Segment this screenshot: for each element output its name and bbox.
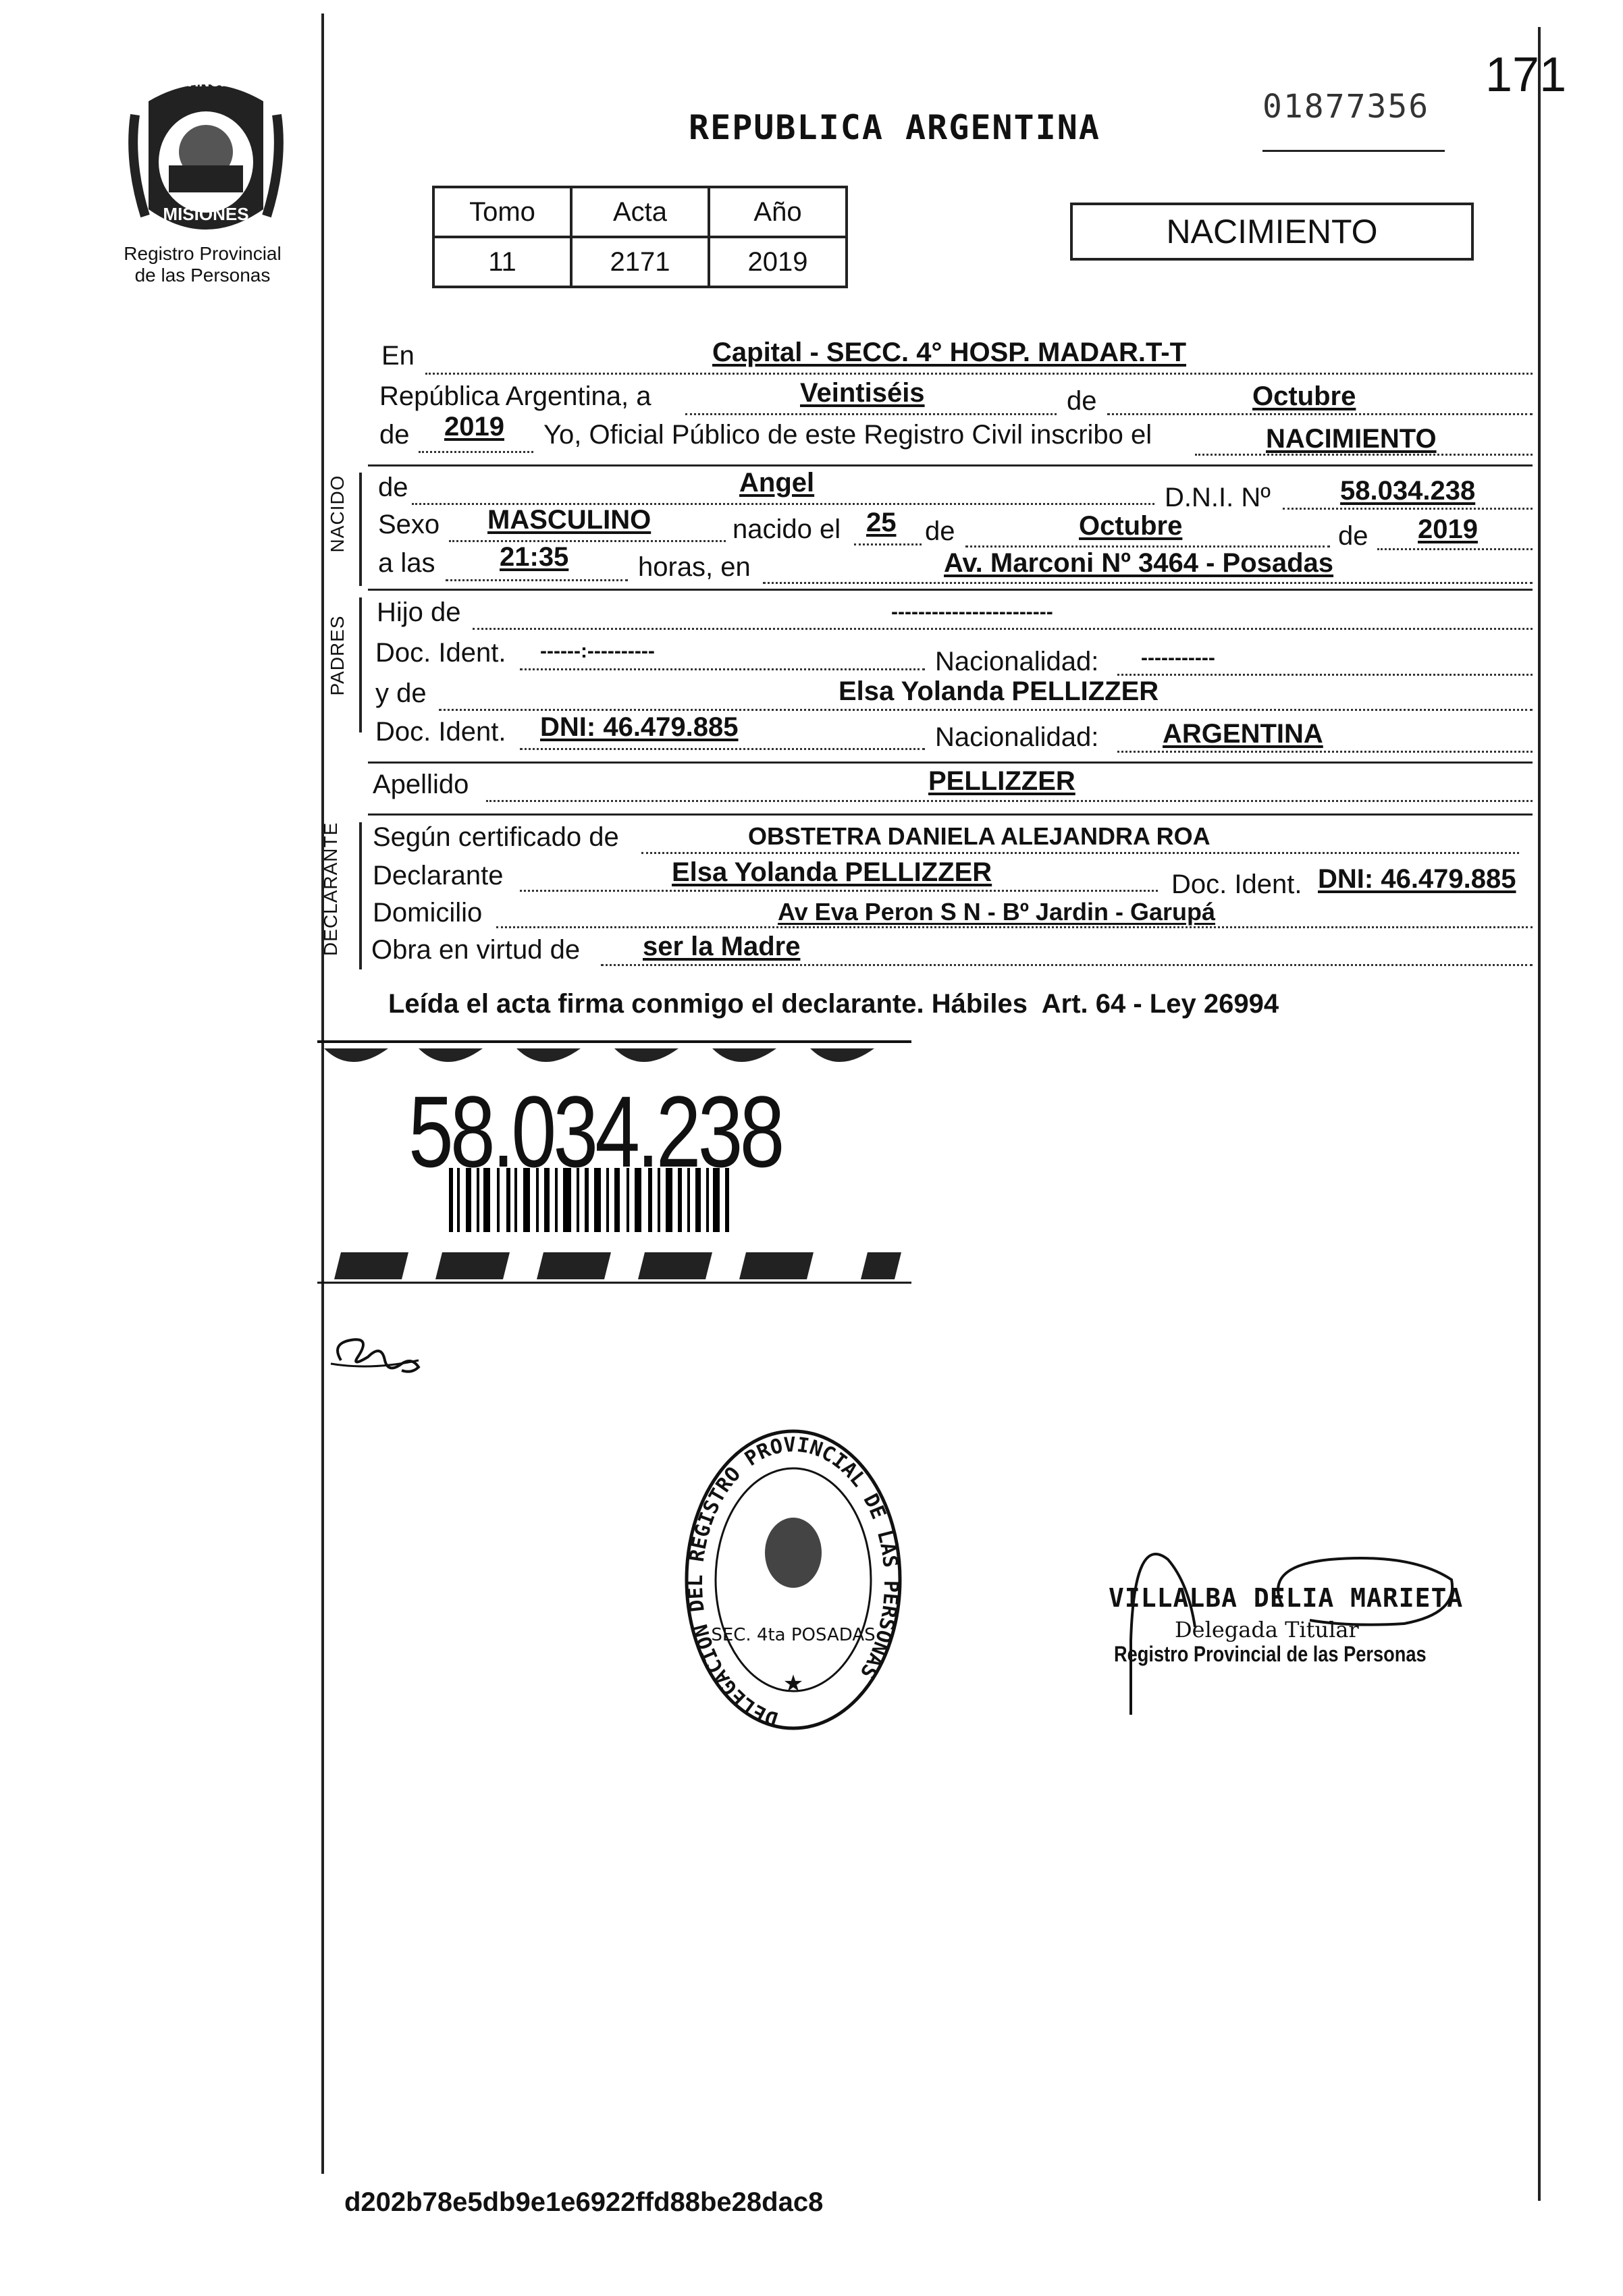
- dni-label: D.N.I. Nº: [1165, 483, 1271, 512]
- dotted-line: [1117, 751, 1533, 753]
- place-value: Av. Marconi Nº 3464 - Posadas: [944, 548, 1334, 578]
- emblem-caption: [101, 243, 304, 286]
- dotted-line: [520, 748, 925, 750]
- sticker-number: 58.034.238: [408, 1075, 782, 1188]
- section-rule: [368, 813, 1533, 816]
- time-value: 21:35: [500, 542, 569, 572]
- record-table-header: Acta: [571, 187, 709, 237]
- nac1-label: Nacionalidad:: [935, 647, 1099, 676]
- inscribe-value: NACIMIENTO: [1266, 424, 1437, 454]
- serial-number: 01877356: [1262, 88, 1430, 126]
- a-las-label: a las: [378, 548, 435, 578]
- republica-label: República Argentina, a: [379, 381, 651, 411]
- section-rule: [368, 589, 1533, 591]
- declarante-doc-value: DNI: 46.479.885: [1318, 864, 1516, 894]
- dotted-line: [1283, 508, 1533, 510]
- nacido-name-value: Angel: [739, 468, 815, 498]
- apellido-label: Apellido: [373, 770, 469, 799]
- segun-label: Según certificado de: [373, 822, 619, 852]
- doc2-value: DNI: 46.479.885: [540, 712, 739, 742]
- en-label: En: [381, 341, 415, 371]
- nac1-value: -----------: [1141, 647, 1215, 669]
- dotted-line: [446, 579, 628, 581]
- record-table-header: Tomo: [433, 187, 571, 237]
- record-type-box: NACIMIENTO: [1070, 203, 1474, 261]
- section-label-nacido: NACIDO: [327, 475, 348, 553]
- closing-text: Leída el acta firma conmigo el declarante. Hábiles Art. 64 - Ley 26994: [388, 989, 1279, 1019]
- apellido-value: PELLIZZER: [928, 766, 1075, 796]
- dotted-line: [1117, 674, 1533, 676]
- right-margin-line: [1538, 27, 1541, 2201]
- page-title: REPUBLICA ARGENTINA: [689, 108, 1100, 147]
- seal-ring-text: DELEGACION DEL REGISTRO PROVINCIAL DE LAS PERSONAS: [683, 1433, 903, 1731]
- dotted-line: [601, 964, 1533, 966]
- emblem-lettering-bottom: MISIONES: [163, 204, 249, 224]
- dotted-line: [473, 628, 1533, 630]
- document-hash: d202b78e5db9e1e6922ffd88be28dac8: [344, 2187, 824, 2217]
- oficial-text: Yo, Oficial Público de este Registro Civil inscribo el: [543, 420, 1152, 450]
- dotted-line: [685, 413, 1057, 415]
- stamp-line1: VILLALBA DELIA MARIETA: [1109, 1583, 1464, 1613]
- de-label: de: [1067, 386, 1097, 416]
- dotted-line: [496, 926, 1533, 928]
- dotted-line: [1107, 413, 1533, 415]
- birth-month-value: Octubre: [1079, 511, 1183, 541]
- dotted-line: [419, 451, 533, 453]
- record-table-cell: 2019: [709, 237, 847, 287]
- dotted-line: [425, 373, 1533, 375]
- record-table-cell: 11: [433, 237, 571, 287]
- record-table: [432, 186, 848, 288]
- mother-name-value: Elsa Yolanda PELLIZZER: [839, 676, 1159, 706]
- birth-day-value: 25: [866, 508, 897, 537]
- obra-value: ser la Madre: [643, 932, 801, 961]
- birth-de-label: de: [925, 516, 955, 546]
- dni-value: 58.034.238: [1340, 476, 1476, 506]
- en-value: Capital - SECC. 4° HOSP. MADAR.T-T: [712, 338, 1187, 367]
- doc1-label: Doc. Ident.: [375, 638, 506, 668]
- declarante-value: Elsa Yolanda PELLIZZER: [672, 857, 992, 887]
- obra-label: Obra en virtud de: [371, 935, 581, 965]
- section-bar: [359, 597, 362, 732]
- dotted-line: [1377, 548, 1533, 550]
- nacido-el-label: nacido el: [733, 514, 841, 544]
- dotted-line: [486, 800, 1533, 802]
- dotted-line: [520, 668, 925, 670]
- dotted-line: [965, 545, 1330, 548]
- official-seal: [682, 1424, 905, 1735]
- serial-underline: [1262, 150, 1445, 152]
- declarante-doc-label: Doc. Ident.: [1171, 870, 1302, 899]
- nac2-value: ARGENTINA: [1163, 719, 1323, 749]
- month-value: Octubre: [1252, 381, 1356, 411]
- domicilio-label: Domicilio: [373, 898, 483, 928]
- page-number: 171: [1485, 48, 1567, 102]
- hijo-de-value: ------------------------: [891, 601, 1053, 623]
- dotted-line: [449, 540, 726, 542]
- y-de-label: y de: [375, 678, 427, 708]
- dotted-line: [520, 890, 1158, 892]
- year-value: 2019: [444, 412, 504, 442]
- hijo-de-label: Hijo de: [377, 597, 461, 627]
- nacido-de-label: de: [378, 473, 408, 502]
- record-table-value-row: [433, 237, 847, 287]
- day-value: Veintiséis: [800, 378, 925, 408]
- dotted-line: [641, 852, 1519, 854]
- section-rule: [368, 464, 1533, 466]
- section-bar: [359, 822, 362, 969]
- declarant-signature: [327, 1323, 429, 1377]
- section-rule: [368, 762, 1533, 764]
- svg-text:★: ★: [782, 1671, 804, 1697]
- emblem-lettering-top: PROVINCIA DE: [152, 73, 260, 90]
- section-bar: [359, 473, 362, 586]
- section-label-declarante: DECLARANTE: [320, 822, 341, 956]
- doc2-label: Doc. Ident.: [375, 717, 506, 747]
- dotted-line: [854, 543, 922, 545]
- doc1-value: ------:----------: [540, 640, 655, 662]
- emblem-caption-line2: de las Personas: [134, 265, 271, 286]
- record-table-header: Año: [709, 187, 847, 237]
- domicilio-value: Av Eva Peron S N - Bº Jardin - Garupá: [778, 898, 1215, 926]
- section-label-padres: PADRES: [327, 615, 348, 696]
- segun-value: OBSTETRA DANIELA ALEJANDRA ROA: [748, 822, 1210, 850]
- seal-inner-text: SEC. 4ta POSADAS: [711, 1625, 876, 1645]
- stamp-line2: Delegada Titular: [1175, 1617, 1359, 1643]
- dotted-line: [763, 582, 1533, 584]
- record-table-cell: 2171: [571, 237, 709, 287]
- stamp-line3: Registro Provincial de las Personas: [1114, 1642, 1427, 1666]
- record-table-header-row: [433, 187, 847, 237]
- birth-year-value: 2019: [1418, 514, 1478, 544]
- declarante-label: Declarante: [373, 861, 504, 890]
- nac2-label: Nacionalidad:: [935, 722, 1099, 752]
- birth-de2-label: de: [1338, 521, 1368, 551]
- emblem-caption-line1: Registro Provincial: [124, 243, 282, 264]
- dotted-line: [439, 709, 1533, 711]
- de2-label: de: [379, 420, 410, 450]
- sexo-label: Sexo: [378, 510, 440, 539]
- sexo-value: MASCULINO: [487, 505, 651, 535]
- horas-label: horas, en: [638, 552, 751, 582]
